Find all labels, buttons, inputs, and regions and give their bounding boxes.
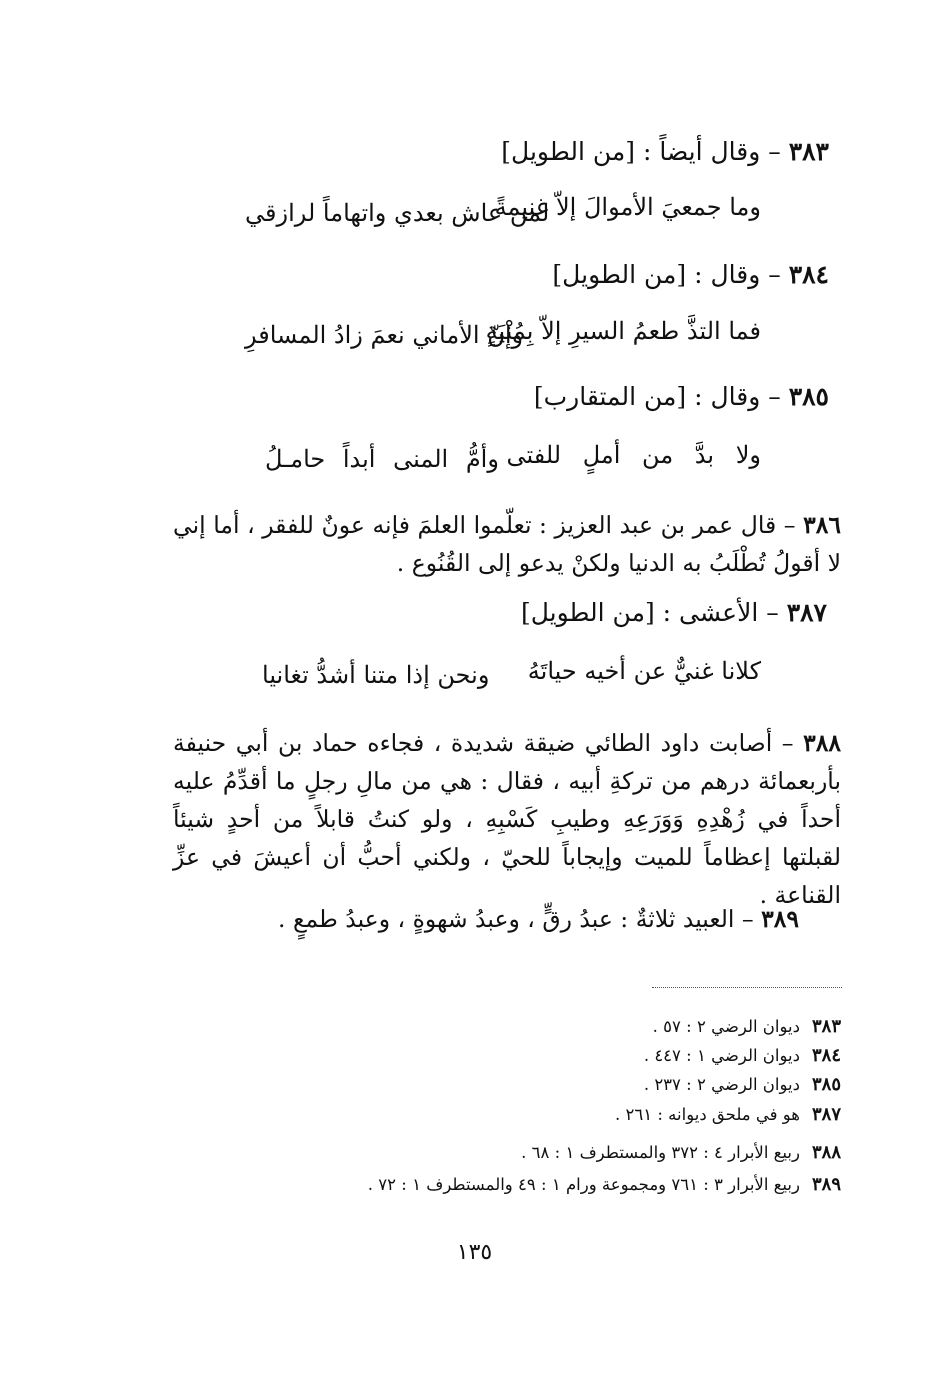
footnote bbox=[644, 1074, 841, 1096]
entry-number: ٣٨٣ bbox=[788, 137, 829, 166]
footnote-number: ٣٨٥ bbox=[811, 1074, 841, 1095]
footnote-text: ربيع الأبرار ٤ : ٣٧٢ والمستطرف ١ : ٦٨ . bbox=[521, 1143, 800, 1162]
entry-387-heading bbox=[521, 598, 827, 628]
page-number: ١٣٥ bbox=[456, 1240, 493, 1265]
entry-389 bbox=[278, 900, 799, 938]
verse-hemistich-1: وما جمعيَ الأموالَ إلاّ غنيمةً bbox=[494, 193, 761, 221]
footnote-number: ٣٨٣ bbox=[811, 1016, 841, 1037]
entry-384-heading bbox=[552, 260, 829, 290]
footnote bbox=[521, 1142, 841, 1164]
verse-hemistich-1: ولا بدَّ من أملٍ للفتى bbox=[506, 441, 761, 469]
entry-number: ٣٨٤ bbox=[788, 260, 829, 289]
footnote-text: ديوان الرضي ٢ : ٥٧ . bbox=[652, 1017, 800, 1036]
footnote bbox=[653, 1016, 841, 1038]
entry-text: – الأعشى : [من الطويل] bbox=[520, 598, 779, 627]
verse-hemistich-2: وإنّ الأماني نعمَ زادُ المسافرِ bbox=[245, 321, 524, 349]
entry-number: ٣٨٧ bbox=[786, 598, 827, 627]
verse-hemistich-2: وأمُّ المنى أبداً حامـلُ bbox=[265, 445, 499, 473]
entry-number: ٣٨٦ bbox=[803, 511, 841, 539]
entry-text: – وقال : [من الطويل] bbox=[552, 260, 781, 289]
footnote-separator bbox=[652, 987, 842, 988]
verse-hemistich-2: ونحن إذا متنا أشدُّ تغانيا bbox=[262, 661, 490, 689]
entry-text: – وقال : [من المتقارب] bbox=[533, 382, 781, 411]
verse-hemistich-2: لمن عاش بعدي واتهاماً لرازقي bbox=[245, 199, 550, 227]
verse-hemistich-1: فما التذَّ طعمُ السيرِ إلاّ بِمُنْيَةٍ bbox=[485, 317, 761, 345]
footnote bbox=[644, 1045, 841, 1067]
entry-386 bbox=[173, 506, 841, 582]
footnote-number: ٣٨٩ bbox=[811, 1174, 841, 1195]
entry-388 bbox=[173, 724, 841, 914]
footnote-number: ٣٨٨ bbox=[811, 1142, 841, 1163]
footnote-text: هو في ملحق ديوانه : ٢٦١ . bbox=[615, 1105, 800, 1124]
footnote-text: ديوان الرضي ١ : ٤٤٧ . bbox=[643, 1046, 800, 1065]
footnote-number: ٣٨٤ bbox=[811, 1045, 841, 1066]
verse-hemistich-1: كلانا غنيٌّ عن أخيه حياتَهُ bbox=[527, 657, 761, 685]
entry-385-heading bbox=[534, 382, 829, 412]
entry-text: – أصابت داود الطائي ضيقة شديدة ، فجاءه حماد بن أبي حنيفة بأربعمائة درهم من تركةِ أبيه ، فقال : هي من مالِ رجلٍ ما أقدِّمُ عليه أحداً في زُهْدِهِ وَوَرَعِهِ وطيبِ كَسْبِهِ ، ولو كنتُ قابلاً من أحدٍ شيئاً لقبلتها إعظاماً للميت وإيجاباً للحيّ ، ولكني أحبُّ أن أعيشَ في عزِّ القناعة . bbox=[173, 729, 841, 909]
entry-text: – العبيد ثلاثةٌ : عبدُ رقٍّ ، وعبدُ شهوةٍ ، وعبدُ طمعٍ . bbox=[278, 905, 754, 933]
footnote bbox=[368, 1174, 841, 1196]
entry-number: ٣٨٥ bbox=[788, 382, 829, 411]
footnote-text: ديوان الرضي ٢ : ٢٣٧ . bbox=[643, 1075, 800, 1094]
footnote-number: ٣٨٧ bbox=[811, 1104, 841, 1125]
entry-number: ٣٨٨ bbox=[803, 729, 841, 757]
entry-number: ٣٨٩ bbox=[761, 905, 799, 933]
footnote bbox=[615, 1104, 841, 1126]
entry-383-heading bbox=[501, 137, 829, 167]
footnote-text: ربيع الأبرار ٣ : ٧٦١ ومجموعة ورام ١ : ٤٩ والمستطرف ١ : ٧٢ . bbox=[367, 1175, 800, 1194]
entry-text: – قال عمر بن عبد العزيز : تعلّموا العلمَ فإنه عونٌ للفقر ، أما إني لا أقولُ تُطْلَبُ به الدنيا ولكنْ يدعو إلى القُنُوع . bbox=[173, 511, 841, 577]
entry-text: – وقال أيضاً : [من الطويل] bbox=[501, 137, 781, 166]
